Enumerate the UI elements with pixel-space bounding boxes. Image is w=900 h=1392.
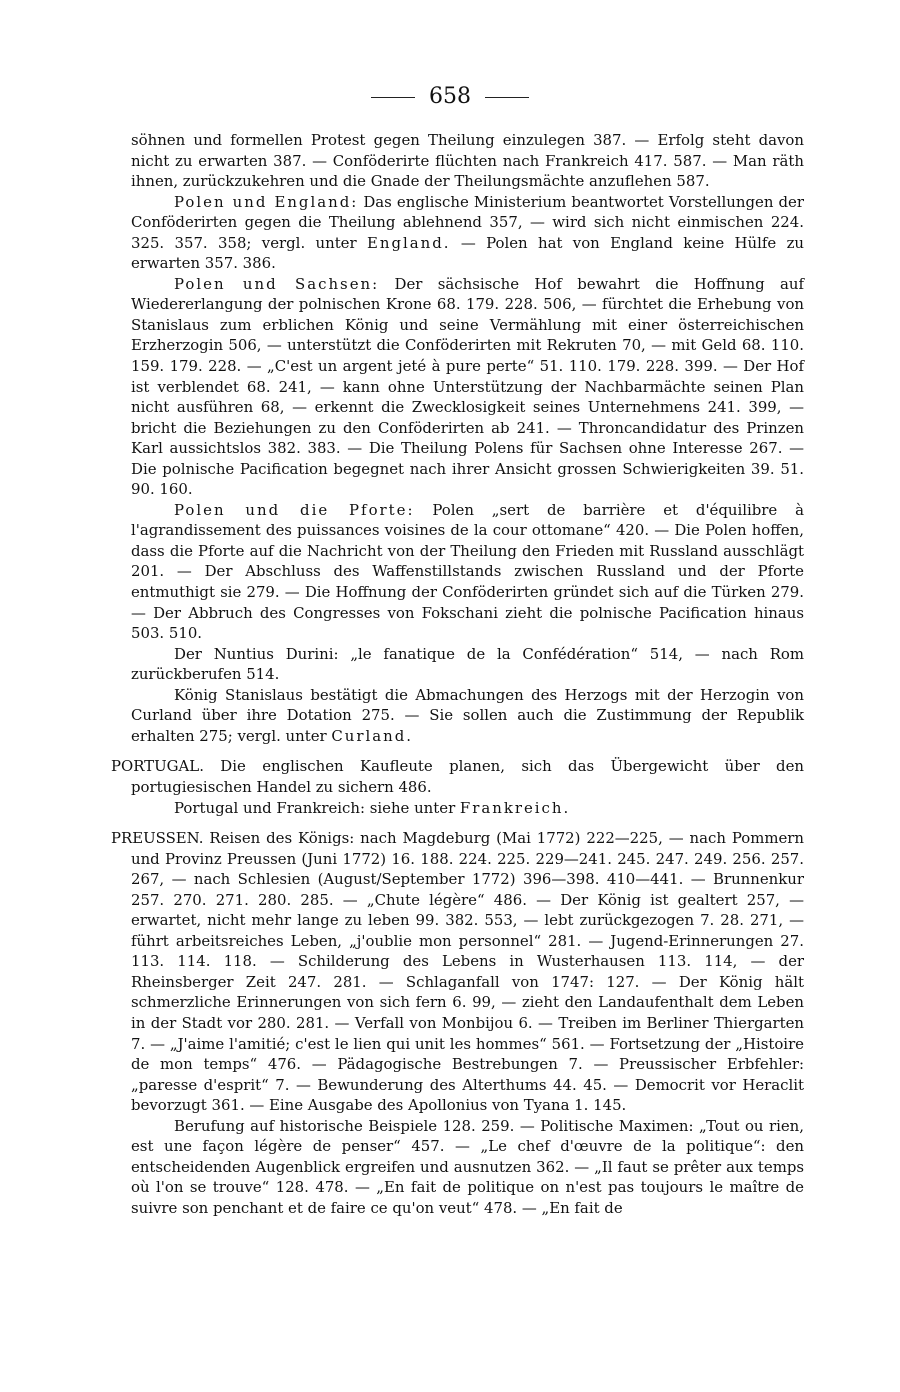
header-rule-left xyxy=(371,97,415,98)
paragraph-p3 xyxy=(131,274,804,500)
paragraph-p2 xyxy=(131,192,804,274)
text-run: söhnen und formellen Protest gegen Theilung einzulegen 387. — Erfolg steht davon nicht zu erwarten 387. — Conföderirte flüchten nach Frankreich 417. 587. — Man räth ihnen, zurückzukehren und die Gnade der Theilungsmächte anzuflehen 587. xyxy=(131,131,804,191)
spaced-term: Frankreich. xyxy=(459,798,571,817)
paragraph-p10 xyxy=(131,1116,804,1219)
text-run: König Stanislaus bestätigt die Abmachungen des Herzogs mit der Herzogin von Curland über ihre Dotation 275. — Sie sollen auch die Zustimmung der Republik erhalten 275; vergl. unter xyxy=(131,685,804,745)
entry-heading: PREUSSEN. xyxy=(111,829,204,848)
text-run: Das englische Ministerium beantwortet Vorstellungen der Conföderirten gegen die Theilung ablehnend 357, — wird sich nicht einmischen 224. 325. 357. 358; vergl. unter xyxy=(131,192,804,252)
paragraph-p4 xyxy=(131,500,804,644)
index-text xyxy=(111,130,805,1218)
text-run: Polen „sert de barrière et d'équilibre à l'agrandissement des puissances voisines de la cour ottomane“ 420. — Die Polen hoffen, dass die Pforte auf die Nachricht von der Theilung den Frieden mit Russland ausschlägt 201. — Der Abschluss des Waffenstillstands zwischen Russland und der Pforte entmuthigt sie 279. — Die Hoffnung der Conföderirten gründet sich auf die Türken 279. — Der Abbruch des Congresses von Fokschani zieht die polnische Pacification hinaus 503. 510. xyxy=(131,500,804,643)
paragraph-p6 xyxy=(131,685,804,747)
text-run: Die englischen Kaufleute planen, sich das Übergewicht über den portugiesischen Handel zu sichern 486. xyxy=(131,757,804,796)
entry-heading: PORTUGAL. xyxy=(111,757,204,776)
header-rule-right xyxy=(485,97,529,98)
page-number: 658 xyxy=(429,84,471,109)
text-run: Portugal und Frankreich: siehe unter xyxy=(174,798,460,817)
text-run: Der sächsische Hof bewahrt die Hoffnung auf Wiedererlangung der polnischen Krone 68. 179. 228. 506, — fürchtet die Erhebung von Stanislaus zum erblichen König und seine Vermählung mit einer österreichischen Erzherzogin 506, — unterstützt die Conföderirten mit Rekruten 70, — mit Geld 68. 110. 159. 179. 228. — „C'est un argent jeté à pure perte“ 51. 110. 179. 228. 399. — Der Hof ist verblendet 68. 241, — kann ohne Unterstützung der Nachbarmächte seinen Plan nicht ausführen 68, — erkennt die Zwecklosigkeit seines Unternehmens 241. 399, — bricht die Beziehungen zu den Conföderirten ab 241. — Throncandidatur des Prinzen Karl aussichtslos 382. 383. — Die Theilung Polens für Sachsen ohne Interesse 267. — Die polnische Pacification begegnet nach ihrer Ansicht grossen Schwierigkeiten 39. 51. 90. 160. xyxy=(131,274,805,499)
paragraph-p1 xyxy=(131,130,804,192)
text-run: Der Nuntius Durini: „le fanatique de la Confédération“ 514, — nach Rom zurückberufen 514. xyxy=(131,644,804,684)
page-header xyxy=(0,84,900,110)
spaced-term: Curland. xyxy=(331,726,413,745)
paragraph-p8 xyxy=(131,798,804,819)
paragraph-p7 xyxy=(111,756,804,797)
spaced-term: Polen und die Pforte: xyxy=(174,500,415,519)
spaced-term: Polen und Sachsen: xyxy=(174,274,380,293)
paragraph-p5 xyxy=(131,644,804,685)
text-run: Berufung auf historische Beispiele 128. 259. — Politische Maximen: „Tout ou rien, est une façon légère de penser“ 457. — „Le chef d'œuvre de la politique“: den entscheidenden Augenblick ergreifen und ausnutzen 362. — „Il faut se prêter aux temps où l'on se trouve“ 128. 478. — „En fait de politique on n'est pas toujours le maître de suivre son penchant et de faire ce qu'on veut“ 478. — „En fait de xyxy=(131,1116,804,1217)
spaced-term: Polen und England: xyxy=(174,192,359,211)
paragraph-p9 xyxy=(111,828,804,1116)
text-run: — Polen hat von England keine Hülfe zu erwarten 357. 386. xyxy=(131,233,804,273)
text-run: Reisen des Königs: nach Magdeburg (Mai 1772) 222—225, — nach Pommern und Provinz Preussen (Juni 1772) 16. 188. 224. 225. 229—241. 245. 247. 249. 256. 257. 267, — nach Schlesien (August/September 1772) 396—398. 410—441. — Brunnenkur 257. 270. 271. 280. 285. — „Chute légère“ 486. — Der König ist gealtert 257, — erwartet, nicht mehr lange zu leben 99. 382. 553, — lebt zurückgezogen 7. 28. 271, — führt arbeitsreiches Leben, „j'oublie mon personnel“ 281. — Jugend-Erinnerungen 27. 113. 114. 118. — Schilderung des Lebens in Wusterhausen 113. 114, — der Rheinsberger Zeit 247. 281. — Schlaganfall von 1747: 127. — Der König hält schmerzliche Erinnerungen von sich fern 6. 99, — zieht den Landaufenthalt dem Leben in der Stadt vor 280. 281. — Verfall von Monbijou 6. — Treiben im Berliner Thiergarten 7. — „J'aime l'amitié; c'est le lien qui unit les hommes“ 561. — Fortsetzung der „Histoire de mon temps“ 476. — Pädagogische Bestrebungen 7. — Preussischer Erbfehler: „paresse d'esprit“ 7. — Bewunderung des Alterthums 44. 45. — Democrit vor Heraclit bevorzugt 361. — Eine Ausgabe des Apollonius von Tyana 1. 145. xyxy=(131,829,804,1115)
spaced-term: England. xyxy=(366,233,451,252)
